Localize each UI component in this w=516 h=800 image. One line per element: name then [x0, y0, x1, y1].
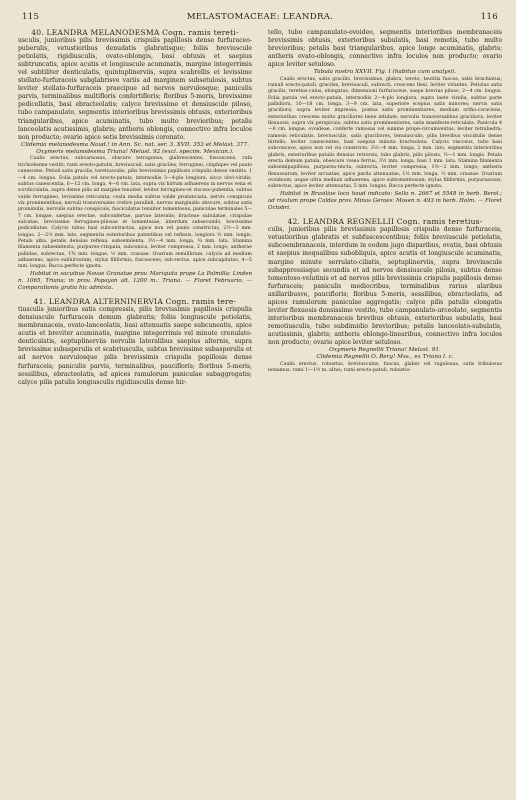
- page-number-right: 116: [480, 12, 498, 22]
- species-40-title: 40. LEANDRA MELANODESMA Cogn. ramis tereti-: [31, 28, 239, 37]
- species-41-diagnosis: tiusculis junioribus satis compressis, pilis brevissimis papillosis crispulis densiuscule furfuraceis demum glabratis; foliis longiuscule petiolatis, membranaceis, ovato-lanceolatis, basi attenuatis saepe subcuneatis, apice acutis et breviter acuminatis, margine integerrimis vel minute crenulato-denticulatis, septuplinerviis nervulis lateralibus saepius alternis, supra brevissime subasperulis et scabriusculis, subtus brevissime subasperulis et ad nervos nervulosque pilis brevissimis crispulis papillosis dense furfuraceis; paniculis parvis, terminalibus, pauciflorís; floribus 5-meris, sessilibus, ebracteolatis, ad apices ramulorum paniculae subaggregatis; calyce pilis patulis longiusculis rigidiusculis dense hir-: [18, 306, 252, 386]
- running-header: [22, 12, 498, 22]
- species-42-description: Caulis erectus, robustus, breviusculus, fuscus, glaber vel rugulosus, satis tribulosus nonamus; rami 1—1½ m. altus; rami erecto-patuli, robustio-: [268, 361, 502, 374]
- species-40-synonym-2: Oxymeris melanodesma Triana! Melast. 92 (excl. specim. Mexican.).: [36, 149, 234, 156]
- species-41-habitat: Habitat in Brasiliae loco haud indicato: Sello n. 2667 et 5548 in herb. Berol.; ad rivulum prope Caldas prov. Minas Geraes: Mosen n. 493 in herb. Holm. — Floret Octobri.: [268, 190, 502, 212]
- species-41-title: 41. LEANDRA ALTERNINERVIA Cogn. ramis tere-: [33, 297, 237, 307]
- species-40-description: Caulis erectus, subcarnosus, obscure tetragonus, glabrescentes, fuscescens, rufa trichodesme vestiti; rami ereoto-patulis, breviusculi, satis graciles, ferruginei, cinphipes vel paulo canescens. Petioli satis gracilis, teretiusculis, pilis brevissimis papillosis crispulis dense vestitis, 1—4 cm. longus. Folia patula vel erecto-patula, internodiis 3—4-plo longiora, sicco obvi-viridis, subtus canescentia, 6—12 cm. longa, 4—6 cm. lata, supra vix hirtum adhaerens in nervos vena et scrobiculatis, supra dense pilis ad margine tenuiter, leviter ferrugineo-et viscoso-pubentia, subtus valde ferrugineo, levissime reticulata; costa media subtus valde pronunciata, nervis conspicuis vix prominentibus; nervuli transversales crebre paralleli, nervus marginalis obscure, subtus satis prominulis, nervulis subtus conspicuis, fasciculatus tenuiter tomentosus, paniculae terminales 5—7 cm. longae, saepius erectae, subconfertae, parvae lateralis; bracteae subulatae, crispulae sulcatae, brevissime ferrugineo-pilosae et tomentosae, interdum subsecundo, brevissime pedicellatae. Calycis tubus basi subcontractus, apice non vel paulo constrictus, 2½—3 mm. longus, 2—2½ mm. lato, segmentis exterioribus patentibus vel reflexis, longiora ½ mm. longis. Petala alba, petalis densius reflexa, subsemilenta, 3½—4 mm. longa, ¾ mm. lata. Stamina filamenta subsemitexta, purpureo-crispata, subconica, leviter compressa, 2 mm. longo; antherae pallidae, subrectae, 1¾ mm. longae, ½ mm. crassae. Ovarium semilibrum, calycis ad medium adhaerens, apice subhirsutum, stylus filiformis, fuscescens, sub-rectus, apice subcapitatus, 4—5 mm. longus. Bacca perfecte ignota.: [18, 156, 252, 270]
- two-columns: [18, 29, 502, 387]
- right-column: [268, 29, 502, 387]
- species-40-diagnosis: usculis, junioribus pilis brevissimis crispulis papillosis dense furfuraceo-puberulis, vetustioribus denudatis glabratisque; foliis breviuscule petiolatis, rigidiusculis, ovato-oblongis, basi obtusis et saepius subtruncatis, apice acutis et longiuscule acuminatis, margine integerrimis vel subtiliter denticulatis, quintuplinerviis, supra scabrellis et levissime stellato-furfuraceis subglabrisve variis ad marginem subsetulosis, subtus leviter stellato-furfuraceis praecipue ad nervos nervulosque; paniculis parvis, terminalibus multifloris confertifloris; floribus 5-meris, brevissime pedicellatis, basi ebracteolatis; calyce brevissime et densiuscule piloso, tubo campanulato, segmentis interioribus brevissimis obtusis, exterioribus triangularibus, apice acuminatis, tubo multo brevioribus; petalis lanceolatis acutissimis, glabris; antheris oblongis, connectivo infra loculos non producto; ovario apice setis brevissimis coronato.: [18, 37, 252, 141]
- species-40-synonym-1: Clidemia melanodesma Naud.! in Ann. Sc. nat. ser. 3. XVII. 353 et Melast. 377.: [20, 141, 250, 148]
- species-42-synonym-2: Clidemia Regnellii O. Berg! Mss., ex Triana l. c.: [316, 354, 454, 361]
- page-number-left: 115: [22, 12, 40, 22]
- species-41-plate-reference: Tabula nostra XXVII. Fig. I (habitus cum analysi).: [313, 69, 457, 76]
- species-40-habitat: Habitat in sacuibus Novae Granatae prov. Mariquita prope La Palmilla: Linden n. 1065, Triana; in prov. Popayan alt. 1200 m.: Triana. — Floret Februario. — Comparationis gratia hic admixta.: [18, 270, 252, 291]
- running-title: MELASTOMACEAE: LEANDRA.: [186, 12, 334, 22]
- species-42-synonym-1: Oxymeris Regnellii Triana! Melast. 91.: [329, 347, 441, 354]
- left-column: [18, 29, 252, 387]
- species-41-description: Caulis erectus, satis gracilis, brevissimus, glabra, tereto, teutitis fuscos, satis brachiatus; ramuli erecto-patuli, graciles, breviusculi, subrecti, crescens flexi, leviter virantes. Petiolus satis gracilis, teretius-culus, elongatus, dimensioni furfuraceus, saepe brevius piloso, 2—4 cm. longus. Folia patula vel erecto-patula, internodiis 2—4-plo longiora, supra laete viridia, subtus parte pallidiora, 10—18 cm. longa, 3—9 cm. lata, superiore scepius satis minores; nervis satis graciliora, supra leviter impressa, postea satis prominentiores, medium ortho-coraciens, exterioribus crescens multo graciliores bene intidam; nervulis transversalibus graciliora, leviter flexuosis, supra vix perspicuis, subtus satis prominentiores, satis manifeste-reticulata. Panicula 4—8 cm. longae, ovoideae, conferte ramosas vel summe prope-circumventus, leviter tetrahedra; ramosis reticulatis, breviusculis, satis graciliores, tenuiusculis, pilis brevibus viscidulis dense hirtello, leviter canescentes, basi saepius minuta bracteolata. Calycis viscosus, tubo basi subconcave, apice non vel vix constricto, 3½—4 mm. longa, 2 mm. lato, segmentis interioribus glabris, exterioribus patulis densius retrorsis, tubo glabris, pilis pilosis, ½—1 mm. longis. Petala erecta demum patula, obsecare rosea ferrus, 3½ mm. longa, basi 1 mm. lata. Stamina filamenta subsemipapillosa, purpurea-tincta, subrecta, leviter compressa, 1½—2 mm. longo; antheris flexuosarum, leviter arcuatae, apice parda attenuatae, 1½ mm. longa, ½ mm. crassae. Ovarium ovoideum, usque ultra medium adhaerens, apice subtomentosum; stylus filiformis, purpurascens, subrectus, apice leviter attenuatus, 5 mm. longus. Bacca perfecte ignota.: [268, 76, 502, 190]
- species-42-diagnosis: culis, junioribus pilis brevissimis papillosis crispulis dense furfuraceis, vetustioribus glabratis et subfuscescentibus; foliis breviuscule petiolatis, subcoembranaceis, interdum in eodem jugo disparibus, ovatis, basi obtusis et saepius inequalibus subobliquis, apice acutis et longiuscule acuminatis, margine minute serrulato-ciliatis, septuplinerviis, supra breviuscule subappressisque secundis et ad nervos densiuscule pilosis, subtus dense tomentoso-velutinis et ad nervos pilis brevissimis crispulis papillosis dense furfuraceis; paniculis mediocribus, terminalibus rarius alaribus axillaribusve, paucifloris; floribus 5-meris, sessilibus, ebracteolatis, ad apices ramulorum paniculae aggregatis; calyce pilis patulis elongatis leviter flexuosis densissime vestito, tubo campanulato-urceolato, segmentis interioribus membranaceis brevibus obtusis, exterioribus subulatis, basi remotiusculis, tubo subdimidio brevioribus; petalis lanceolato-subulatis, acutissimis, glabris; antheris oblongo-linearibus, connectivo infra loculos non producto; ovario apice leviter setuloso.: [268, 226, 502, 346]
- species-41-diagnosis-continued: tello, tubo campanulato-ovoideo, segmentis interioribus membranaceis brevissimis obtusis, exterioribus subulatis, basi remotis, tubo multo brevioribus; petalis basi triangularibus, apice longe acuminatis, glabris; antheris ovato-oblongis, connectivo infra loculos non producto; ovario apice leviter setuloso.: [268, 29, 502, 69]
- species-42-title: 42. LEANDRA REGNELLII Cogn. ramis teretius-: [287, 217, 483, 227]
